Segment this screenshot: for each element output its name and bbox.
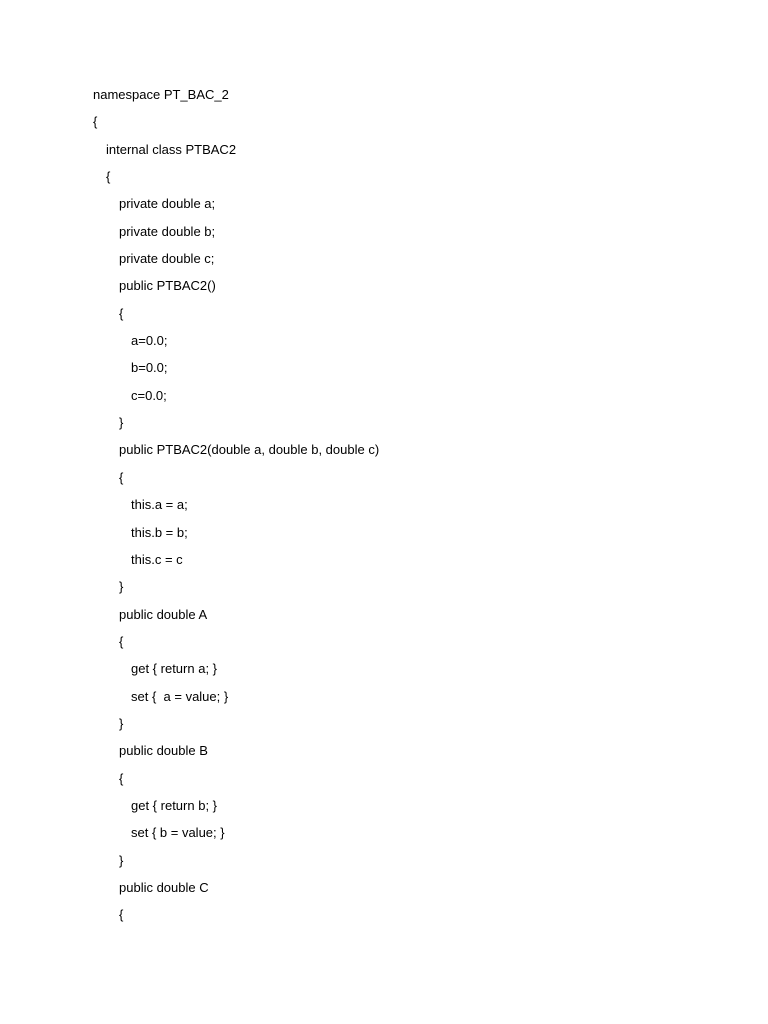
code-line: public double C: [119, 879, 209, 895]
code-line: public PTBAC2(double a, double b, double c): [119, 442, 380, 458]
code-line: private double a;: [119, 196, 216, 212]
code-line: get { return b; }: [131, 797, 218, 813]
code-block: [93, 86, 713, 934]
code-line: }: [119, 415, 124, 431]
code-line: get { return a; }: [131, 661, 218, 677]
code-line: public double A: [119, 606, 208, 622]
code-line: internal class PTBAC2: [106, 141, 237, 157]
code-line: {: [119, 305, 124, 321]
code-line: this.c = c: [131, 551, 183, 567]
code-line: this.b = b;: [131, 524, 188, 540]
code-line: }: [119, 852, 124, 868]
code-line: {: [119, 469, 124, 485]
code-line: private double c;: [119, 251, 215, 267]
code-line: {: [119, 770, 124, 786]
code-line: public double B: [119, 743, 208, 759]
code-line: a=0.0;: [131, 333, 168, 349]
code-line: c=0.0;: [131, 387, 167, 403]
code-line: namespace PT_BAC_2: [93, 87, 229, 102]
code-line: public PTBAC2(): [119, 278, 216, 294]
code-line: {: [119, 633, 124, 649]
code-line: {: [93, 114, 98, 130]
code-line: private double b;: [119, 223, 216, 239]
code-line: this.a = a;: [131, 497, 188, 513]
code-line: set { b = value; }: [131, 825, 225, 841]
code-line: {: [106, 169, 111, 185]
code-line: b=0.0;: [131, 360, 168, 376]
code-line: }: [119, 579, 124, 595]
code-line: }: [119, 715, 124, 731]
code-line: set { a = value; }: [131, 688, 229, 704]
code-line: {: [119, 907, 124, 923]
